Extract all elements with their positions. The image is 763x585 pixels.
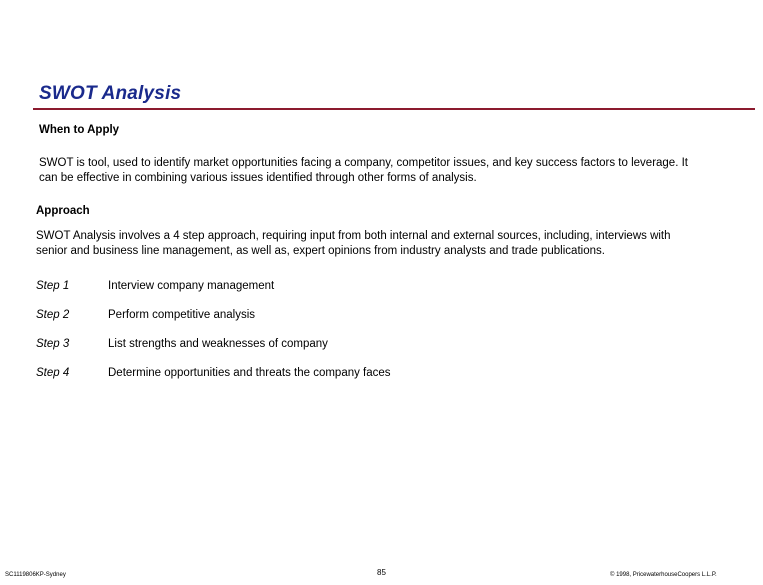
footer-copyright: © 1998, PricewaterhouseCoopers L.L.P.	[610, 572, 717, 578]
step-4-text: Determine opportunities and threats the company faces	[108, 367, 391, 379]
when-to-apply-heading: When to Apply	[39, 124, 120, 136]
approach-heading: Approach	[36, 205, 90, 217]
approach-line-2: senior and business line management, as well as, expert opinions from industry analysts and trade publications.	[36, 245, 605, 257]
step-2-label: Step 2	[36, 309, 70, 321]
step-4-label: Step 4	[36, 367, 70, 379]
when-to-apply-line-2: can be effective in combining various issues identified through other forms of analysis.	[39, 172, 477, 184]
step-3-label: Step 3	[36, 338, 70, 350]
footer-page-number: 85	[377, 568, 386, 577]
approach-line-1: SWOT Analysis involves a 4 step approach, requiring input from both internal and external sources, including, interviews with	[36, 230, 671, 242]
page-title: SWOT Analysis	[39, 83, 182, 104]
step-2-text: Perform competitive analysis	[108, 309, 255, 321]
footer-document-id: SC1119806KP-Sydney	[5, 572, 66, 578]
step-1-label: Step 1	[36, 280, 70, 292]
step-3-text: List strengths and weaknesses of company	[108, 338, 328, 350]
title-divider	[33, 108, 755, 110]
step-1-text: Interview company management	[108, 280, 275, 292]
when-to-apply-line-1: SWOT is tool, used to identify market opportunities facing a company, competitor issues, and key success factors to leverage. It	[39, 157, 688, 169]
